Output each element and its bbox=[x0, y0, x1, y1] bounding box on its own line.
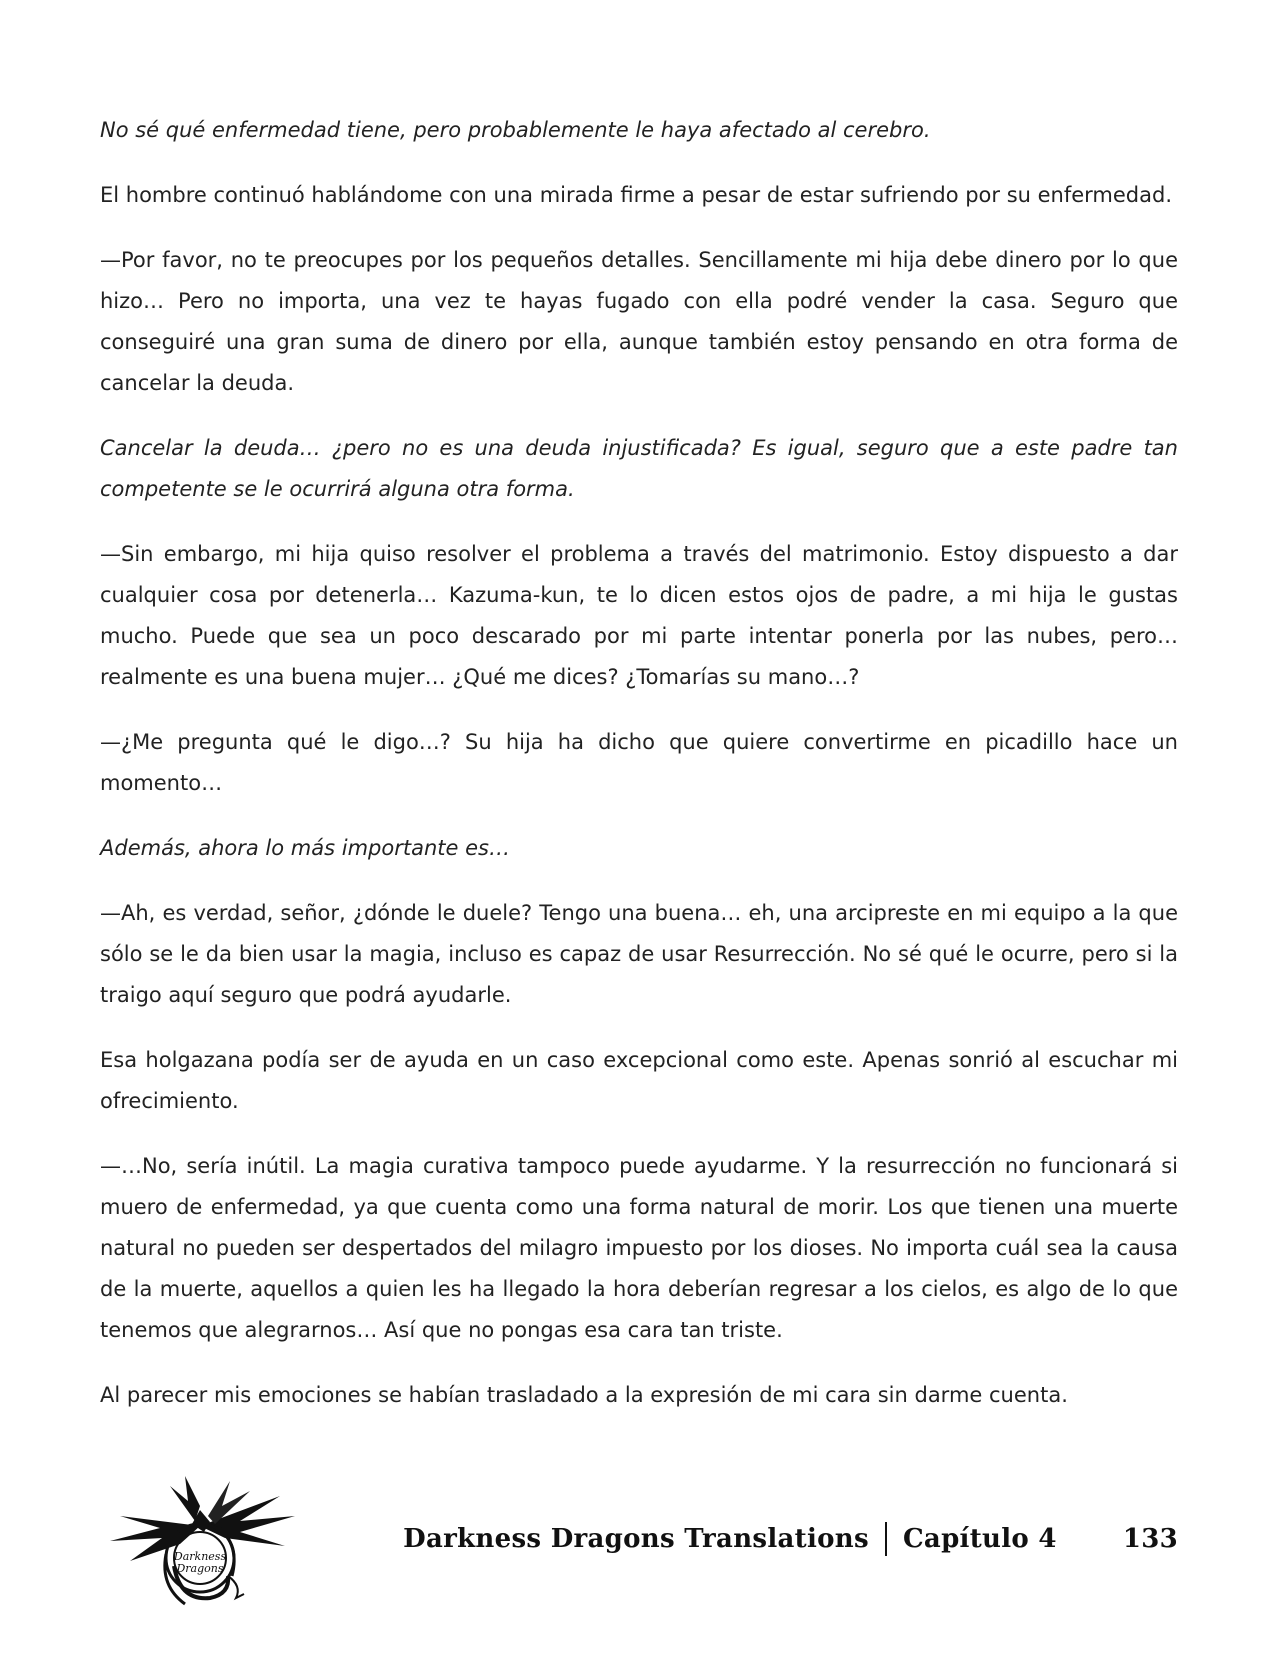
paragraph: —Sin embargo, mi hija quiso resolver el problema a través del matrimonio. Estoy dispuesto a dar cualquier cosa por detenerla… Kazuma-kun, te lo dicen estos ojos de padre, a mi hija le gustas mucho. Puede que sea un poco descarado por mi parte intentar ponerla por las nubes, pero… realmente es una buena mujer… ¿Qué me dices? ¿Tomarías su mano…? bbox=[100, 542, 1178, 689]
logo-text-line1: Darkness bbox=[173, 1550, 227, 1563]
paragraph: No sé qué enfermedad tiene, pero probablemente le haya afectado al cerebro. bbox=[100, 118, 931, 142]
page-number: 133 bbox=[1122, 1524, 1178, 1554]
footer-separator bbox=[885, 1522, 887, 1556]
paragraph: —¿Me pregunta qué le digo…? Su hija ha dicho que quiere convertirme en picadillo hace un momento… bbox=[100, 730, 1178, 795]
paragraph: Además, ahora lo más importante es… bbox=[100, 836, 510, 860]
paragraph: —Por favor, no te preocupes por los pequeños detalles. Sencillamente mi hija debe dinero por lo que hizo… Pero no importa, una vez te hayas fugado con ella podré vender la casa. Seguro que conseguiré una gran suma de dinero por ella, aunque también estoy pensando en otra forma de cancelar la deuda. bbox=[100, 248, 1178, 395]
logo-text-line2: Dragons bbox=[176, 1562, 224, 1575]
paragraph: Cancelar la deuda… ¿pero no es una deuda injustificada? Es igual, seguro que a este padre tan competente se le ocurrirá alguna otra forma. bbox=[100, 436, 1178, 501]
paragraph: Esa holgazana podía ser de ayuda en un caso excepcional como este. Apenas sonrió al escuchar mi ofrecimiento. bbox=[100, 1048, 1178, 1113]
page-footer bbox=[100, 1466, 1178, 1616]
dragon-logo-icon bbox=[100, 1466, 300, 1616]
paragraph: Al parecer mis emociones se habían trasladado a la expresión de mi cara sin darme cuenta. bbox=[100, 1383, 1068, 1407]
paragraph: —Ah, es verdad, señor, ¿dónde le duele? Tengo una buena… eh, una arcipreste en mi equipo a la que sólo se le da bien usar la magia, incluso es capaz de usar Resurrección. No sé qué le ocurre, pero si la traigo aquí seguro que podrá ayudarle. bbox=[100, 901, 1178, 1007]
paragraph: —…No, sería inútil. La magia curativa tampoco puede ayudarme. Y la resurrección no funcionará si muero de enfermedad, ya que cuenta como una forma natural de morir. Los que tienen una muerte natural no pueden ser despertados del milagro impuesto por los dioses. No importa cuál sea la causa de la muerte, aquellos a quien les ha llegado la hora deberían regresar a los cielos, es algo de lo que tenemos que alegrarnos… Así que no pongas esa cara tan triste. bbox=[100, 1154, 1178, 1342]
paragraph: El hombre continuó hablándome con una mirada firme a pesar de estar sufriendo por su enfermedad. bbox=[100, 183, 1173, 207]
page-body bbox=[100, 110, 1178, 1440]
group-name: Darkness Dragons Translations bbox=[403, 1524, 869, 1554]
chapter-label: Capítulo 4 bbox=[902, 1524, 1057, 1554]
running-footer bbox=[403, 1522, 1178, 1556]
